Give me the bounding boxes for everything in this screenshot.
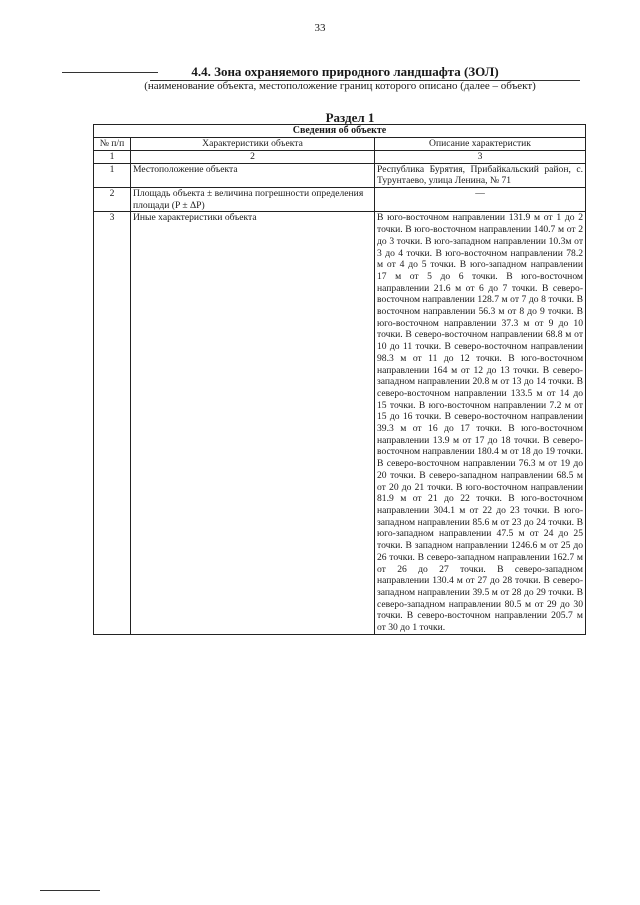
row-num: 2: [94, 188, 131, 212]
table-row: [94, 188, 586, 212]
bottom-left-rule: [40, 890, 100, 891]
section-title: 4.4. Зона охраняемого природного ландшафта (ЗОЛ): [191, 64, 499, 79]
row-description: —: [375, 188, 586, 212]
row-num: 3: [94, 212, 131, 634]
top-left-rule: [62, 72, 158, 73]
table-caption-row: [94, 125, 586, 138]
header-num: № п/п: [94, 138, 131, 151]
table-caption: Сведения об объекте: [94, 125, 586, 138]
row-description: Республика Бурятия, Прибайкальский район, с. Турунтаево, улица Ленина, № 71: [375, 163, 586, 187]
table-row: [94, 212, 586, 634]
section-subtitle: (наименование объекта, местоположение границ которого описано (далее – объект): [144, 80, 536, 92]
table-header-row: [94, 138, 586, 151]
index-cell: 1: [94, 150, 131, 163]
row-num: 1: [94, 163, 131, 187]
table-row: [94, 163, 586, 187]
index-cell: 2: [131, 150, 375, 163]
header-description: Описание характеристик: [375, 138, 586, 151]
row-characteristic: Местоположение объекта: [131, 163, 375, 187]
page-number: 33: [314, 22, 326, 34]
part-heading: Раздел 1: [325, 110, 375, 125]
object-info-table: [93, 124, 586, 635]
table-index-row: [94, 150, 586, 163]
row-description: В юго-восточном направлении 131.9 м от 1 до 2 точки. В юго-восточном направлении 140.7 м от 2 до 3 точки. В юго-западном направлении 10.3м от 3 до 4 точки. В юго-восточном направлении 78.2 м от 4 до 5 точки. В юго-западном направлении 17 м от 5 до 6 точки. В юго-восточном направлении 21.6 м от 6 до 7 точки. В северо-восточном направлении 128.7 м от 7 до 8 точки. В восточном направлении 56.3 м от 8 до 9 точки. В юго-восточном направлении 37.3 м от 9 до 10 точки. В северо-восточном направлении 68.8 м от 10 до 11 точки. В северо-восточном направлении 98.3 м от 11 до 12 точки. В юго-восточном направлении 164 м от 12 до 13 точки. В северо-западном направлении 20.8 м от 13 до 14 точки. В северо-восточном направлении 133.5 м от 14 до 15 точки. В юго-восточном направлении 7.2 м от 15 до 16 точки. В северо-восточном направлении 39.3 м от 16 до 17 точки. В юго-восточном направлении 13.9 м от 17 до 18 точки. В северо-восточном направлении 180.4 м от 18 до 19 точки. В северо-восточном направлении 76.3 м от 19 до 20 точки. В северо-западном направлении 68.5 м от 20 до 21 точки. В юго-восточном направлении 81.9 м от 21 до 22 точки. В юго-восточном направлении 304.1 м от 22 до 23 точки. В юго-западном направлении 85.6 м от 23 до 24 точки. В юго-западном направлении 47.5 м от 24 до 25 точки. В западном направлении 1246.6 м от 25 до 26 точки. В северо-западном направлении 162.7 м от 26 до 27 точки. В северо-западном направлении 130.4 м от 27 до 28 точки. В северо-западном направлении 39.5 м от 28 до 29 точки. В северо-западном направлении 80.5 м от 29 до 30 точки. В северо-восточном направлении 205.7 м от 30 до 1 точки.: [375, 212, 586, 634]
header-characteristic: Характеристики объекта: [131, 138, 375, 151]
row-characteristic: Площадь объекта ± величина погрешности определения площади (P ± ΔP): [131, 188, 375, 212]
index-cell: 3: [375, 150, 586, 163]
row-characteristic: Иные характеристики объекта: [131, 212, 375, 634]
